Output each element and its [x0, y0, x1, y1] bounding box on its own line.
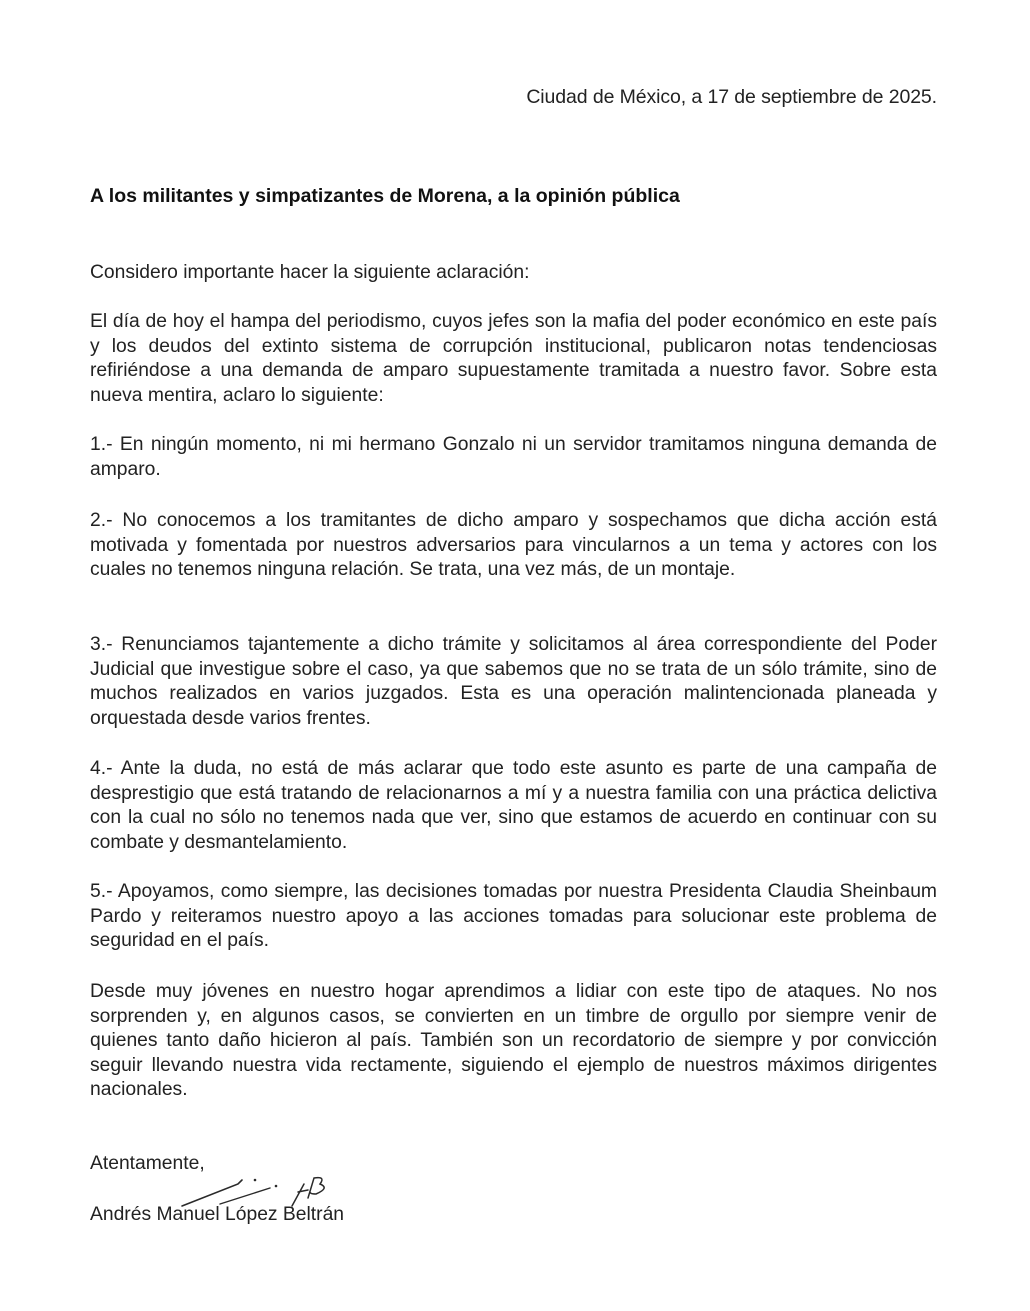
point-4: 4.- Ante la duda, no está de más aclarar que todo este asunto es parte de una campaña de desprestigio que está tratando de relacionarnos a mí y a nuestra familia con una práctica delictiva con la cual no sólo no tenemos nada que ver, sino que estamos de acuerdo en continuar con su combate y desmantelamiento. [90, 758, 937, 853]
closing-salutation: Atentamente, [90, 1153, 205, 1174]
point-3: 3.- Renunciamos tajantemente a dicho trámite y solicitamos al área correspondiente del Poder Judicial que investigue sobre el caso, ya que sabemos que no se trata de un sólo trámite, sino de muchos realizados en varios juzgados. Esta es una operación malintencionada planeada y orquestada desde varios frentes. [90, 634, 937, 729]
salutation-heading: A los militantes y simpatizantes de Morena, a la opinión pública [90, 185, 680, 207]
main-paragraph: El día de hoy el hampa del periodismo, cuyos jefes son la mafia del poder económico en este país y los deudos del extinto sistema de corrupción institucional, publicaron notas tendenciosas refiriéndose a una demanda de amparo supuestamente tramitada a nuestro favor. Sobre esta nueva mentira, aclaro lo siguiente: [90, 311, 937, 406]
point-2: 2.- No conocemos a los tramitantes de dicho amparo y sospechamos que dicha acción está motivada y fomentada por nuestros adversarios para vincularnos a un tema y actores con los cuales no tenemos ninguna relación. Se trata, una vez más, de un montaje. [90, 510, 937, 580]
signer-name: Andrés Manuel López Beltrán [90, 1204, 345, 1225]
intro-paragraph: Considero importante hacer la siguiente aclaración: [90, 262, 530, 283]
closing-paragraph: Desde muy jóvenes en nuestro hogar aprendimos a lidiar con este tipo de ataques. No nos sorprenden y, en algunos casos, se convierten en un timbre de orgullo por siempre venir de quienes tanto daño hicieron al país. También son un recordatorio de siempre y por convicción seguir llevando nuestra vida rectamente, siguiendo el ejemplo de nuestros máximos dirigentes nacionales. [90, 981, 937, 1100]
date-line: Ciudad de México, a 17 de septiembre de 2025. [526, 86, 937, 108]
point-1: 1.- En ningún momento, ni mi hermano Gonzalo ni un servidor tramitamos ninguna demanda de amparo. [90, 434, 937, 480]
point-5: 5.- Apoyamos, como siempre, las decisiones tomadas por nuestra Presidenta Claudia Sheinbaum Pardo y reiteramos nuestro apoyo a las acciones tomadas para solucionar este problema de seguridad en el país. [90, 881, 937, 951]
